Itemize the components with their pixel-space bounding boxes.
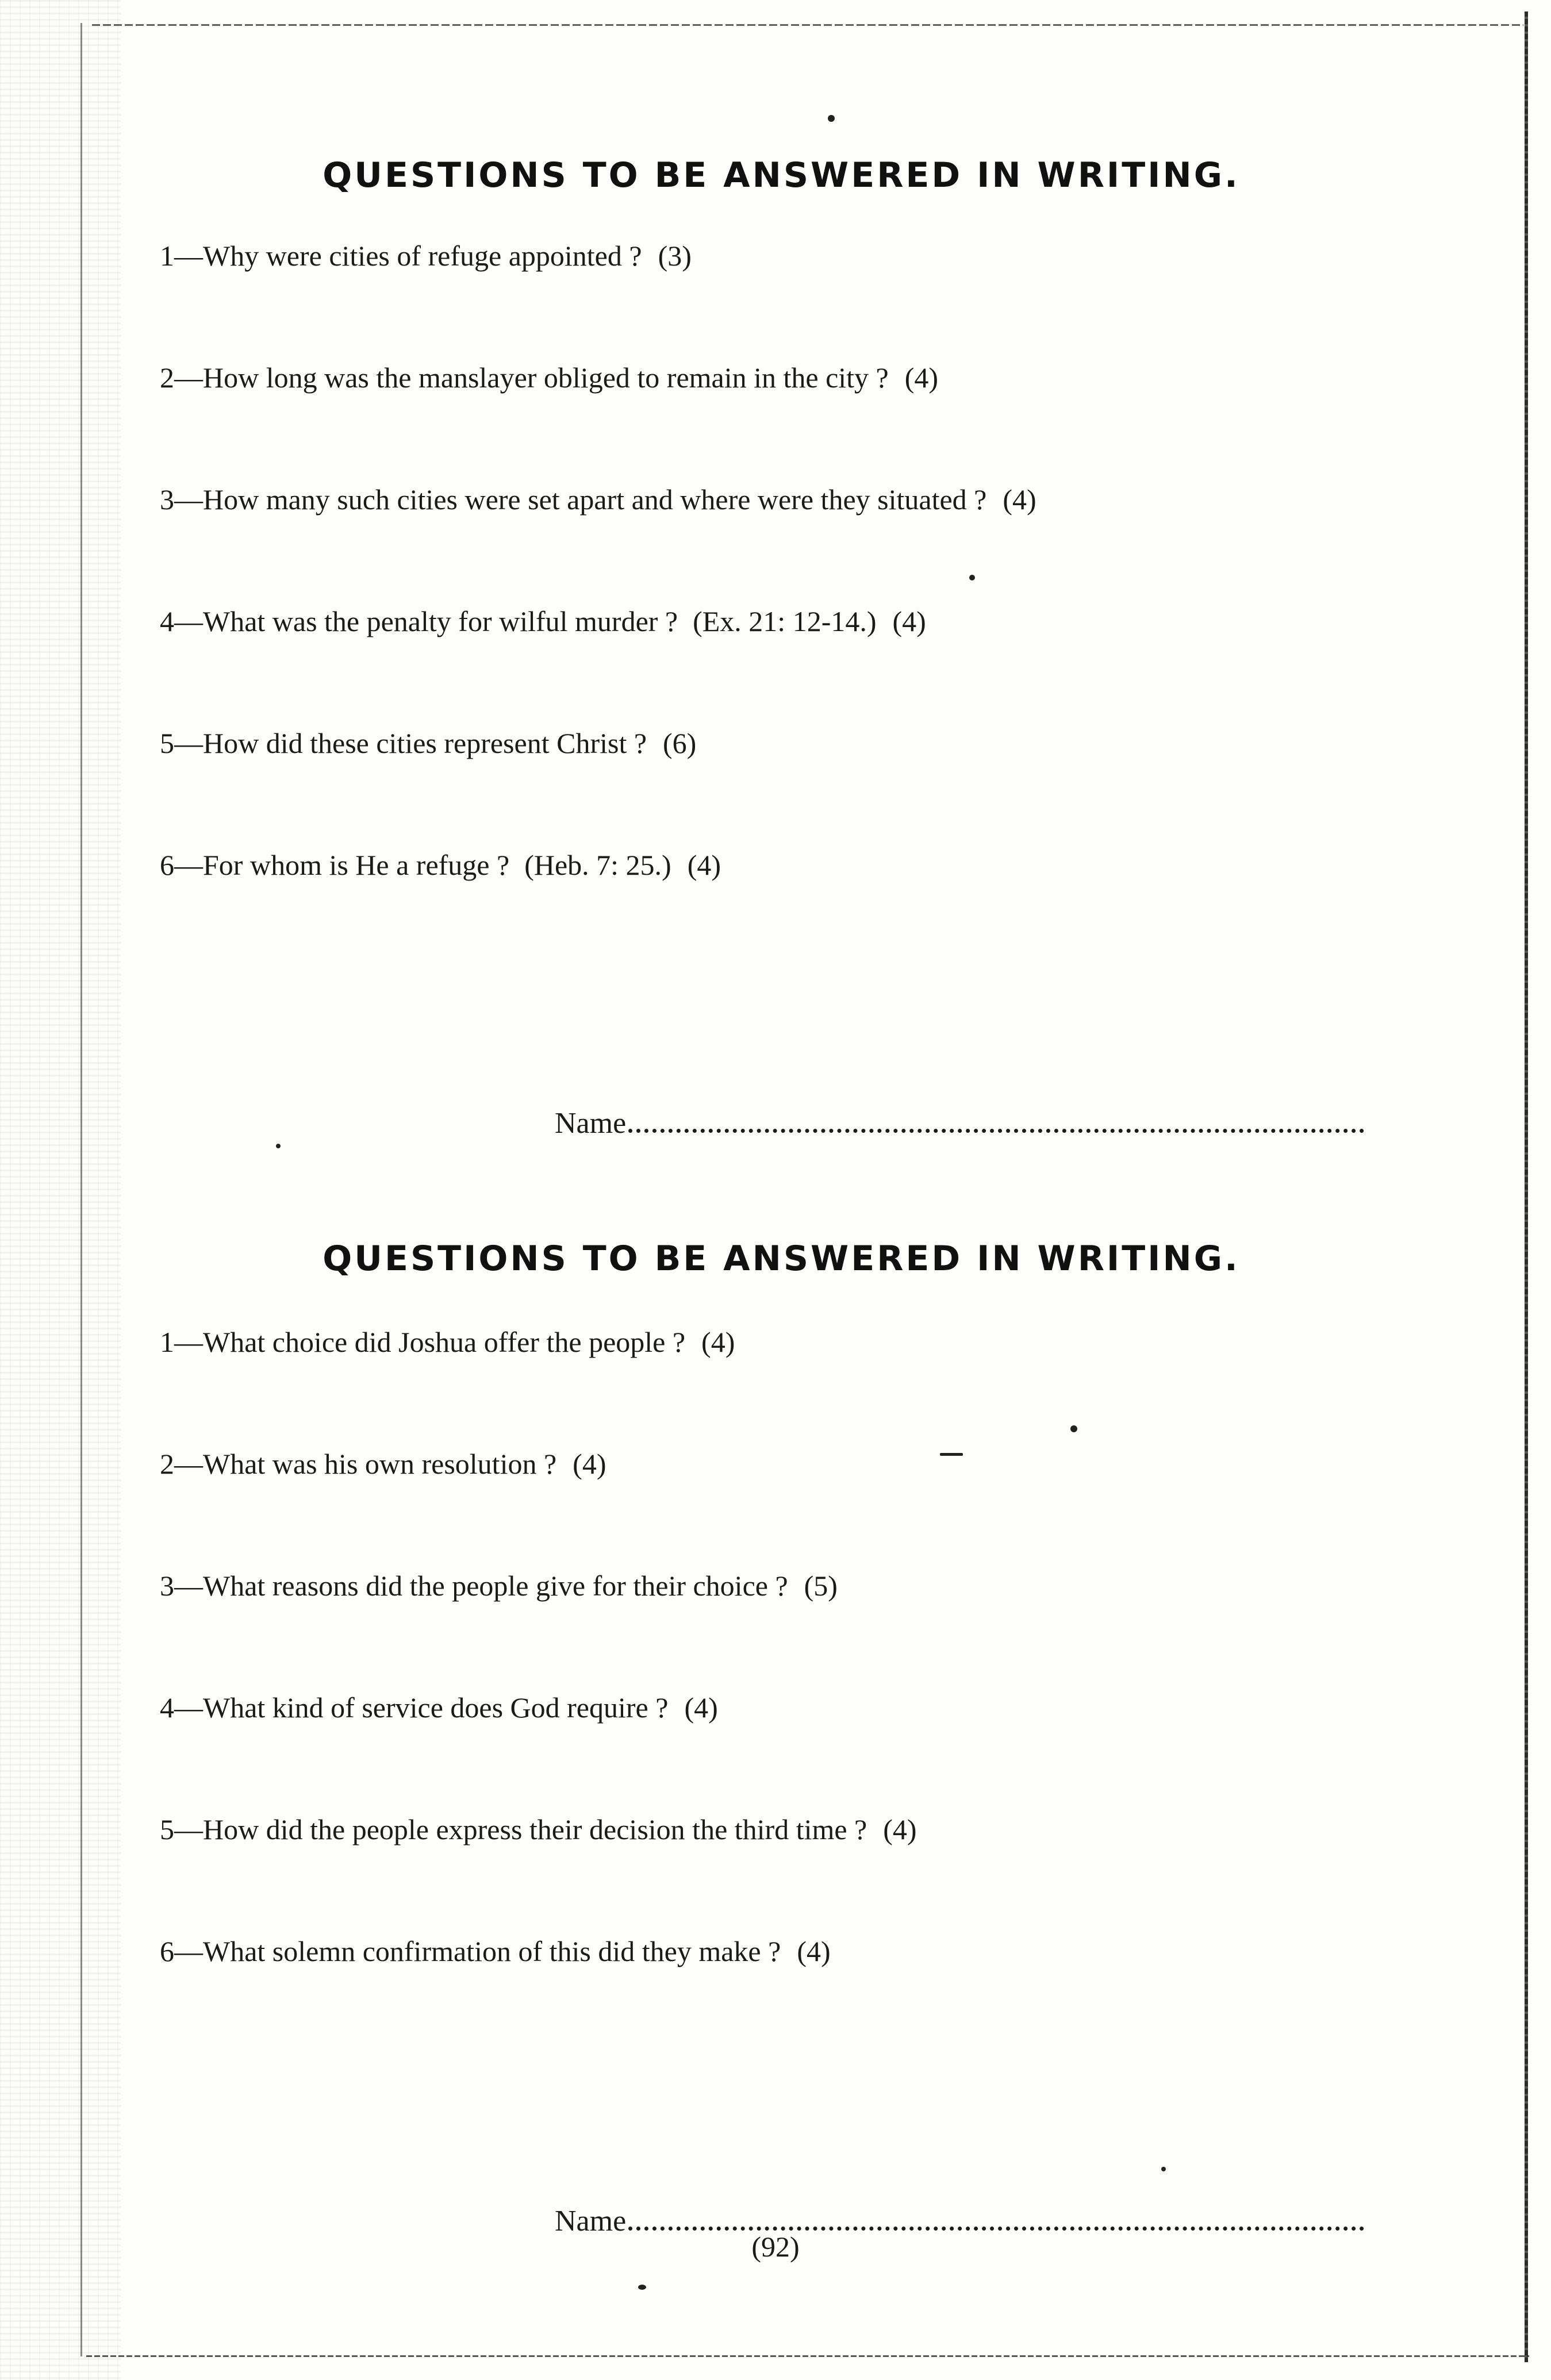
question-item: 2—What was his own resolution ? (4)	[160, 1448, 606, 1480]
name-field[interactable]: Name	[555, 2204, 1364, 2238]
left-border-line	[80, 23, 82, 2356]
question-item: 5—How did the people express their decision the third time ? (4)	[160, 1813, 917, 1845]
question-item: 5—How did these cities represent Christ ? (6)	[160, 727, 697, 759]
question-item: 1—Why were cities of refuge appointed ? (3)	[160, 240, 692, 272]
scan-speck	[940, 1453, 963, 1456]
question-item: 6—What solemn confirmation of this did they make ? (4)	[160, 1935, 831, 1967]
scan-speck	[1161, 2167, 1166, 2171]
scan-speck	[276, 1144, 281, 1148]
section-heading: QUESTIONS TO BE ANSWERED IN WRITING.	[323, 1239, 1240, 1279]
top-border-line	[92, 24, 1523, 26]
question-item: 3—How many such cities were set apart and where were they situated ? (4)	[160, 483, 1036, 516]
question-item: 6—For whom is He a refuge ? (Heb. 7: 25.) (4)	[160, 849, 721, 881]
scan-speck	[828, 115, 835, 122]
question-item: 1—What choice did Joshua offer the people ? (4)	[160, 1326, 735, 1358]
scan-speck	[638, 2285, 646, 2290]
name-dotted-line[interactable]	[628, 2212, 1364, 2231]
page-number: (92)	[751, 2231, 800, 2263]
question-item: 2—How long was the manslayer obliged to remain in the city ? (4)	[160, 362, 939, 394]
right-border-line	[1525, 11, 1528, 2362]
question-item: 4—What was the penalty for wilful murder ? (Ex. 21: 12-14.) (4)	[160, 605, 926, 637]
name-field[interactable]: Name	[555, 1106, 1364, 1140]
bottom-border-line	[86, 2355, 1529, 2357]
section-heading: QUESTIONS TO BE ANSWERED IN WRITING.	[323, 155, 1240, 195]
name-dotted-line[interactable]	[628, 1114, 1364, 1133]
scan-speck	[1070, 1425, 1077, 1432]
question-item: 4—What kind of service does God require ? (4)	[160, 1691, 718, 1724]
question-item: 3—What reasons did the people give for their choice ? (5)	[160, 1570, 838, 1602]
scan-speck	[969, 575, 975, 580]
scanned-left-edge	[0, 0, 121, 2380]
